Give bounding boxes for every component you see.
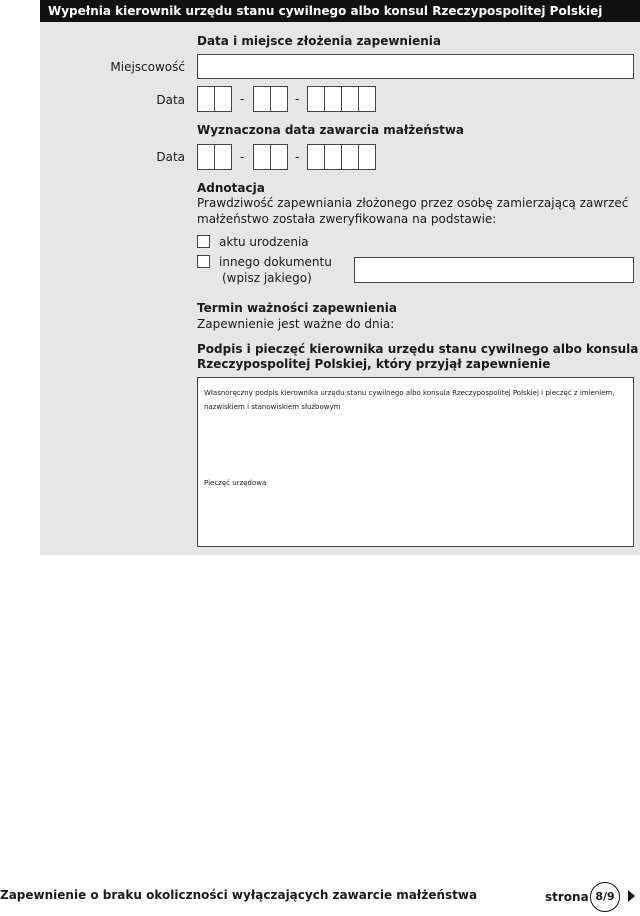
annotation-text-line1: Prawdziwość zapewniania złożonego przez osobę zamierzającą zawrzeć [197,196,629,210]
date-separator: - [240,150,245,164]
digit-cell[interactable] [324,86,342,112]
declaration-year-input[interactable] [307,86,375,112]
marriage-day-input[interactable] [197,144,231,170]
other-document-checkbox[interactable] [197,255,210,268]
other-document-label: innego dokumentu [219,255,332,269]
digit-cell[interactable] [270,86,288,112]
stamp-label: Pieczęć urzędowa [204,479,267,487]
date-separator: - [295,92,300,106]
digit-cell[interactable] [253,86,271,112]
digit-cell[interactable] [358,144,376,170]
signature-box[interactable] [197,377,634,547]
date-separator: - [295,150,300,164]
signature-instructions: Własnoręczny podpis kierownika urzędu stanu cywilnego albo konsula Rzeczypospolitej Polskiej i pieczęć z imieniem, nazwiskiem i stanowiskiem służbowym [204,389,615,411]
digit-cell[interactable] [214,144,232,170]
marriage-date-section-title: Wyznaczona data zawarcia małżeństwa [197,123,465,137]
digit-cell[interactable] [324,144,342,170]
digit-cell[interactable] [307,86,325,112]
digit-cell[interactable] [358,86,376,112]
signature-title-line2: Rzeczypospolitej Polskiej, który przyjął zapewnienie [197,357,551,371]
marriage-month-input[interactable] [253,144,287,170]
other-document-hint: (wpisz jakiego) [222,271,312,285]
declaration-section-title: Data i miejsce złożenia zapewnienia [197,34,441,48]
other-document-input[interactable] [354,257,634,283]
place-label: Miejscowość [110,60,185,74]
marriage-date-label: Data [156,150,185,164]
digit-cell[interactable] [341,144,359,170]
digit-cell[interactable] [214,86,232,112]
digit-cell[interactable] [253,144,271,170]
signature-title-line1: Podpis i pieczęć kierownika urzędu stanu cywilnego albo konsula [197,342,639,356]
declaration-month-input[interactable] [253,86,287,112]
annotation-text-line2: małżeństwo została zweryfikowana na podstawie: [197,212,497,226]
digit-cell[interactable] [197,86,215,112]
declaration-day-input[interactable] [197,86,231,112]
validity-title: Termin ważności zapewnienia [197,301,397,315]
date-separator: - [240,92,245,106]
page-number-badge: 8/9 [590,882,620,912]
declaration-date-label: Data [156,93,185,107]
validity-text: Zapewnienie jest ważne do dnia: [197,317,395,331]
birth-certificate-label: aktu urodzenia [219,235,309,249]
digit-cell[interactable] [341,86,359,112]
marriage-year-input[interactable] [307,144,375,170]
page-label: strona [545,890,589,904]
place-input[interactable] [197,54,634,79]
section-header: Wypełnia kierownik urzędu stanu cywilnego albo konsul Rzeczypospolitej Polskiej [40,0,640,22]
digit-cell[interactable] [270,144,288,170]
next-page-arrow-icon[interactable] [628,890,635,902]
birth-certificate-checkbox[interactable] [197,235,210,248]
document-title: Zapewnienie o braku okoliczności wyłączających zawarcie małżeństwa [0,888,478,902]
digit-cell[interactable] [307,144,325,170]
annotation-title: Adnotacja [197,181,265,195]
digit-cell[interactable] [197,144,215,170]
